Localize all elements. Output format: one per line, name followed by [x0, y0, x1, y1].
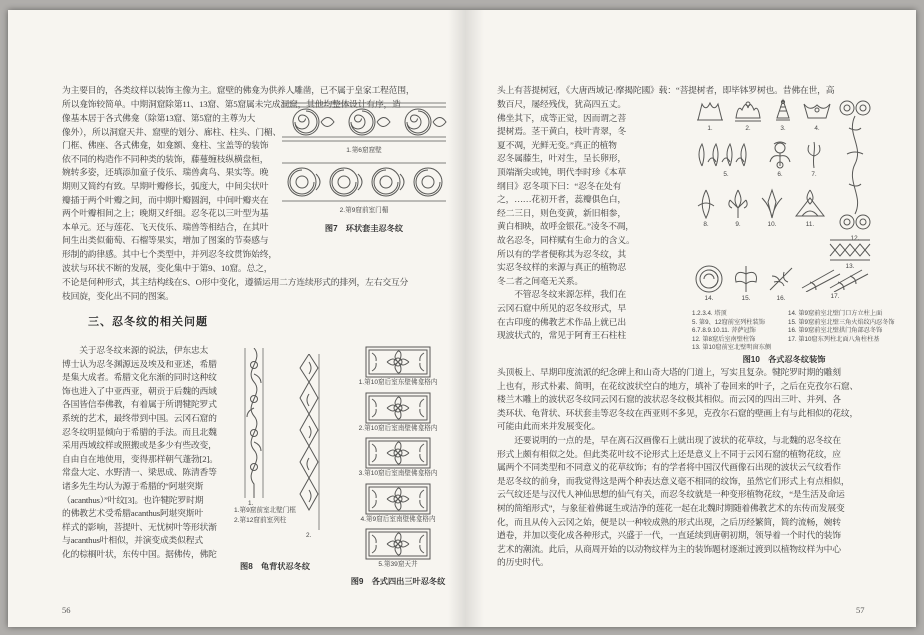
figure-9	[344, 346, 452, 587]
text-line: 系统的艺术，最终带到中国。云冈石窟的	[62, 412, 217, 423]
figure9-panel-ornament	[365, 437, 431, 469]
figure8-num-1: 1.	[248, 500, 254, 507]
text-line: 门框、佛座、各式佛龛，如龛额、龛柱、宝盖等的装饰	[62, 140, 269, 151]
text-line: 树的简缩形式”，与象征着佛诞生或洁净的莲花一起在北魏时期随着佛教艺术的东传而发展变	[497, 502, 845, 513]
text-line: 之，……花初开者，蕊瓣俱色白，	[497, 194, 626, 205]
text-line: 化的棕榈叶状，东传中国。据佛传，佛陀	[62, 548, 217, 559]
text-line: 经二三日，则色变黄，新旧相参，	[497, 207, 626, 218]
text-line: 忍冬纹明显倾向于希腊的手法。而且北魏	[62, 426, 217, 437]
text-line: 艺术的潮流。此后，从商周开始的以动物纹样为主的装饰题材逐渐过渡到以植物纹样为中心	[497, 543, 841, 554]
text-line: 是忍冬纹的前身，而我觉得这是两个种表达意义毫不相同的纹饰，虽然它们形式上有点相似，	[497, 475, 850, 486]
text-line: 纲目》忍冬项下曰：“忍冬在处有	[497, 180, 622, 191]
legend-line: 16. 第9窟前室北壁拱门角部忍冬饰	[788, 327, 883, 335]
legend-line: 1.2.3.4. 塔顶	[692, 310, 727, 317]
figure9-item	[344, 392, 452, 434]
right-tail-paragraph	[497, 366, 879, 570]
legend-line: 14. 第9窟前室北壁门口方立柱上面	[788, 310, 883, 317]
text-line: 不论是何种形式，其主结构线在S、O形中变化，遵循运用二方连续形式的排列，左右交互分	[62, 277, 409, 287]
text-line: 现波状式的，常见于阿育王石柱柱	[497, 330, 626, 341]
figure8-labels	[234, 506, 296, 525]
text-line: 常盘大定、水野清一、梁思成、陈清香等	[62, 467, 217, 478]
text-line: 楼兰木雕上的波状忍冬纹同云冈石窟的波状忍冬纹极其相似。而云冈的四出三叶、并列、各	[497, 394, 841, 405]
text-line: 样式的影响，菩提叶、无忧树叶等形状渐	[62, 521, 217, 532]
text-line: 诸多先生均认为源于希腊的“阿堪突斯	[62, 480, 204, 491]
figure8-column-1-ornament	[242, 348, 266, 498]
legend-line: 6.7.8.9.10.11. 菩萨冠饰	[692, 327, 756, 335]
text-line: 关于忍冬纹来源的说法，伊东忠太	[62, 345, 209, 355]
text-line: 夏不凋，光鲜无变。”真正的植物	[497, 139, 617, 150]
figure10-motif-2: 2.	[732, 98, 764, 132]
figure-7	[280, 100, 448, 234]
figure10-motif-13: 13.	[828, 238, 872, 270]
page-number-right: 57	[856, 605, 865, 615]
figure8-label: 2.第12窟前室列柱	[234, 516, 287, 524]
text-line: 像外），所以洞窟天井、窟壁的划分、廊柱、柱头、门楣、	[62, 126, 282, 137]
figure10-motif-8: 8.	[694, 188, 718, 228]
text-line: 为主要目的，各类纹样以装饰主像为主。窟壁的佛龛为供养人雕凿，已不属于皇家工程范围，	[62, 85, 415, 95]
text-line: 期则又简约有致。早期叶瓣修长，弧度大，中间尖状叶	[62, 180, 269, 191]
text-line: 饰也进入了中亚西亚，朝贡于后魏的西域	[62, 385, 217, 396]
text-line: 可能由此而来并发展变化。	[497, 421, 601, 432]
figure10-motif-14: 14.	[694, 264, 724, 302]
page-spread	[8, 10, 916, 627]
figure-10	[692, 96, 876, 308]
figure9-label: 5.第39窟天井	[378, 561, 418, 568]
figure9-label: 3.第10窟后室南壁佛龛格内	[358, 470, 438, 477]
text-line: 头顶板上、早期印度流派的纪念碑上和山奇大塔的门道上，写实且复杂。犍陀罗时期的雕刻	[497, 367, 841, 377]
figure7-caption: 图7 环状套圭忍冬纹	[324, 224, 404, 233]
figure10-motif-1: 1.	[694, 98, 726, 132]
figure10-legend-left	[692, 310, 788, 353]
left-column-text	[62, 112, 284, 275]
figure-8	[234, 348, 346, 578]
text-line: （acanthus）”叶纹[3]。也许犍陀罗时期	[62, 494, 204, 505]
text-line: 佛坐其下，成等正觉，因而谓之菩	[497, 112, 626, 123]
legend-line: 5. 第9、12窟前室列柱装饰	[692, 318, 765, 326]
figure7-band-2-ornament	[280, 160, 448, 204]
figure10-motif-11: 11.	[792, 188, 828, 228]
figure10-motif-15: 15.	[730, 264, 762, 302]
figure10-motif-3: 3.	[770, 98, 796, 132]
figure9-item	[344, 437, 452, 479]
figure10-motif-7: 7.	[802, 140, 826, 178]
text-line: 黄白相映，故呼金银花。”凌冬不凋，	[497, 221, 634, 232]
figure10-legend-right	[788, 310, 895, 344]
figure8-column-2-ornament	[296, 354, 322, 530]
figure9-label: 2.第10窟后室南壁佛龛格内	[358, 424, 438, 432]
figure10-caption: 图10 各式忍冬纹装饰	[742, 355, 826, 364]
figure9-panel-ornament	[365, 483, 431, 515]
text-line: 在古印度的佛教艺术作品上就已出	[497, 316, 626, 327]
text-line: 的历史时代。	[497, 557, 549, 568]
figure7-band-1-ornament	[280, 100, 448, 144]
figure9-label: 1.第10窟后室东壁佛龛格内	[358, 379, 438, 386]
text-line: 顶端渐尖或钝，明代李时珍《本草	[497, 166, 626, 177]
text-line: 所以龛饰较简单。中期洞窟除第11、13窟、第5窟属未完成洞窟，其他均整体设计有序，造	[62, 98, 401, 109]
text-line: 类环状、龟背状、环状套圭等忍冬纹在西亚则不多见，克孜尔石窟的壁画上有与此相似的花纹，	[497, 407, 859, 418]
figure9-item	[344, 528, 452, 570]
text-line: 实忍冬纹样的来源与真正的植物忍	[497, 262, 626, 273]
figure7-label-2: 2.第9窟前室门楣	[339, 206, 389, 214]
figure10-motif-4: 4.	[800, 98, 834, 132]
legend-line: 12. 第8窟后室南壁柱饰	[692, 335, 756, 343]
text-line: 本单元。还与莲花、飞天伎乐、瑞兽等相结合，在其叶	[62, 221, 269, 232]
figure10-motif-6: 6.	[764, 140, 796, 178]
section-heading: 三、忍冬纹的相关问题	[88, 316, 208, 328]
right-column-text	[497, 98, 687, 343]
text-line: 采用西域纹样或照搬或是多少有些改变，	[62, 440, 217, 451]
text-line: 上也有，形式朴素、简明，在花纹波状空白的地方，填补了卷回来的叶子，之后在克孜尔石窟、	[497, 380, 859, 391]
figure9-panel-ornament	[365, 346, 431, 378]
figure10-motif-16: 16.	[766, 264, 796, 302]
text-line: 枝回旋，变化出不同的图案。	[62, 290, 174, 301]
figure9-label: 4.第9窟后室南壁佛龛格内	[360, 515, 436, 523]
figure10-motif-5: 5.	[694, 140, 758, 178]
text-line: 还要说明的一点的是，早在离石汉画像石上就出现了波状的花草纹，与北魏的忍冬纹在	[497, 434, 841, 445]
text-line: 提树焉。茎干黄白，枝叶青翠，冬	[497, 126, 626, 137]
text-line: 依不同的构造作不同种类的装饰，藤蔓缠枝纵横盘桓，	[62, 153, 269, 164]
figure9-panel-ornament	[365, 528, 431, 560]
text-line: 冬二者之间毫无关系。	[497, 275, 583, 286]
figure9-item	[344, 483, 452, 525]
text-line: 的佛教艺术受希腊acanthus阿堪突斯叶	[62, 508, 203, 519]
text-line: 故名忍冬，同样赋有生命力的含义。	[497, 234, 635, 245]
figure10-motif-9: 9.	[724, 188, 752, 228]
text-line: 化，而且从传入云冈之始，便是以一种较成熟的形式出现，之后历经繁简，简约流畅，婉转	[497, 516, 841, 527]
page-number-left: 56	[62, 605, 71, 615]
text-line: 瓣插于两个叶瓣之间，而中期叶瓣圆润，中间叶瓣夹在	[62, 194, 269, 205]
text-line: 波状与环状不断的发展，变化集中于第9、10窟。总之，	[62, 262, 273, 273]
text-line: 属两个不同类型和不同意义的花草纹饰；有的学者将中国汉代画像石出现的波状云气纹看作	[497, 462, 841, 473]
text-line: 形式上颇有相似之处。但此类花叶纹不论形式上还是意义上不同于云冈石窟的植物花纹，应	[497, 448, 841, 459]
legend-line: 13. 第10窟前室北壁明窗东侧	[692, 344, 772, 352]
figure9-item	[344, 346, 452, 388]
text-line: 不管忍冬纹来源怎样，我们在	[497, 289, 626, 300]
figure7-label-1: 1.第6窟窟壁	[346, 147, 382, 154]
text-line: 云气纹还是与汉代人神仙思想的仙气有关，而忍冬纹就是一种变形植物花纹，“是生活及命运	[497, 489, 845, 500]
figure8-caption: 图8 龟背状忍冬纹	[240, 562, 311, 571]
legend-line: 15. 第9窟前室北壁三角火焰纹内忍冬饰	[788, 318, 895, 326]
figure9-caption: 图9 各式四出三叶忍冬纹	[350, 576, 446, 586]
gutter-shadow	[448, 10, 484, 627]
figure10-motif-17: 17.	[800, 266, 870, 300]
legend-line: 17. 第10窟东列柱北面八角柱柱基	[788, 335, 880, 343]
text-line: 所以有的学者便称其为忍冬纹，其	[497, 248, 626, 259]
right-intro-line: 头上有菩提树冠，《大唐西域记·摩揭陀國》载：“菩提树者，即毕钵罗树也。昔佛在世，高	[497, 85, 835, 95]
text-line: 是集大成者。希腊文化东渐的同时这种纹	[62, 372, 217, 383]
text-line: 两个叶瓣相间之上；晚期又纤细。忍冬花以三叶型为基	[62, 208, 269, 219]
text-line: 忍冬属藤生，叶对生，呈长卵形，	[497, 153, 626, 164]
figure9-panel-ornament	[365, 392, 431, 424]
figure10-motif-12: 12.	[838, 98, 872, 242]
text-line: 间生出类似葡萄、石榴等果实，增加了图案的节奏感与	[62, 235, 269, 246]
text-line: 云冈石窟中所见的忍冬纹形式，早	[497, 302, 626, 313]
text-line: 形制的韵律感。其中七个类型中，并列忍冬纹贯饰始终，	[62, 248, 277, 259]
text-line: 遒卷，并加以变化成各种形式，兴盛于一代，一直延续到唐朝初期，领导着一个时代的装饰	[497, 530, 841, 541]
figure8-num-2: 2.	[306, 532, 312, 539]
text-line: 与acanthus叶相似，并演变成类似程式	[62, 535, 203, 546]
text-line: 各国皆信奉佛教，有着属于所谓犍陀罗式	[62, 399, 217, 410]
left-paragraph-2	[62, 344, 234, 562]
figure10-motif-10: 10.	[758, 188, 786, 228]
text-line: 像基本居于各式佛龛（除第13窟、第5窟的主尊为大	[62, 113, 256, 123]
text-line: 数百尺，屡经残伐，犹高四五丈。	[497, 99, 626, 109]
text-line: 自由自在地使用，变得那样朝气蓬勃[2]。	[62, 453, 218, 464]
left-tail-paragraph	[62, 276, 448, 303]
text-line: 博士认为忍冬渊源远及埃及和亚述，希腊	[62, 358, 217, 369]
text-line: 婉转多姿，还填添加童子伎乐、瑞兽禽鸟、果实等。晚	[62, 167, 269, 178]
figure8-label: 1.第9窟前室北壁门框	[234, 507, 296, 514]
